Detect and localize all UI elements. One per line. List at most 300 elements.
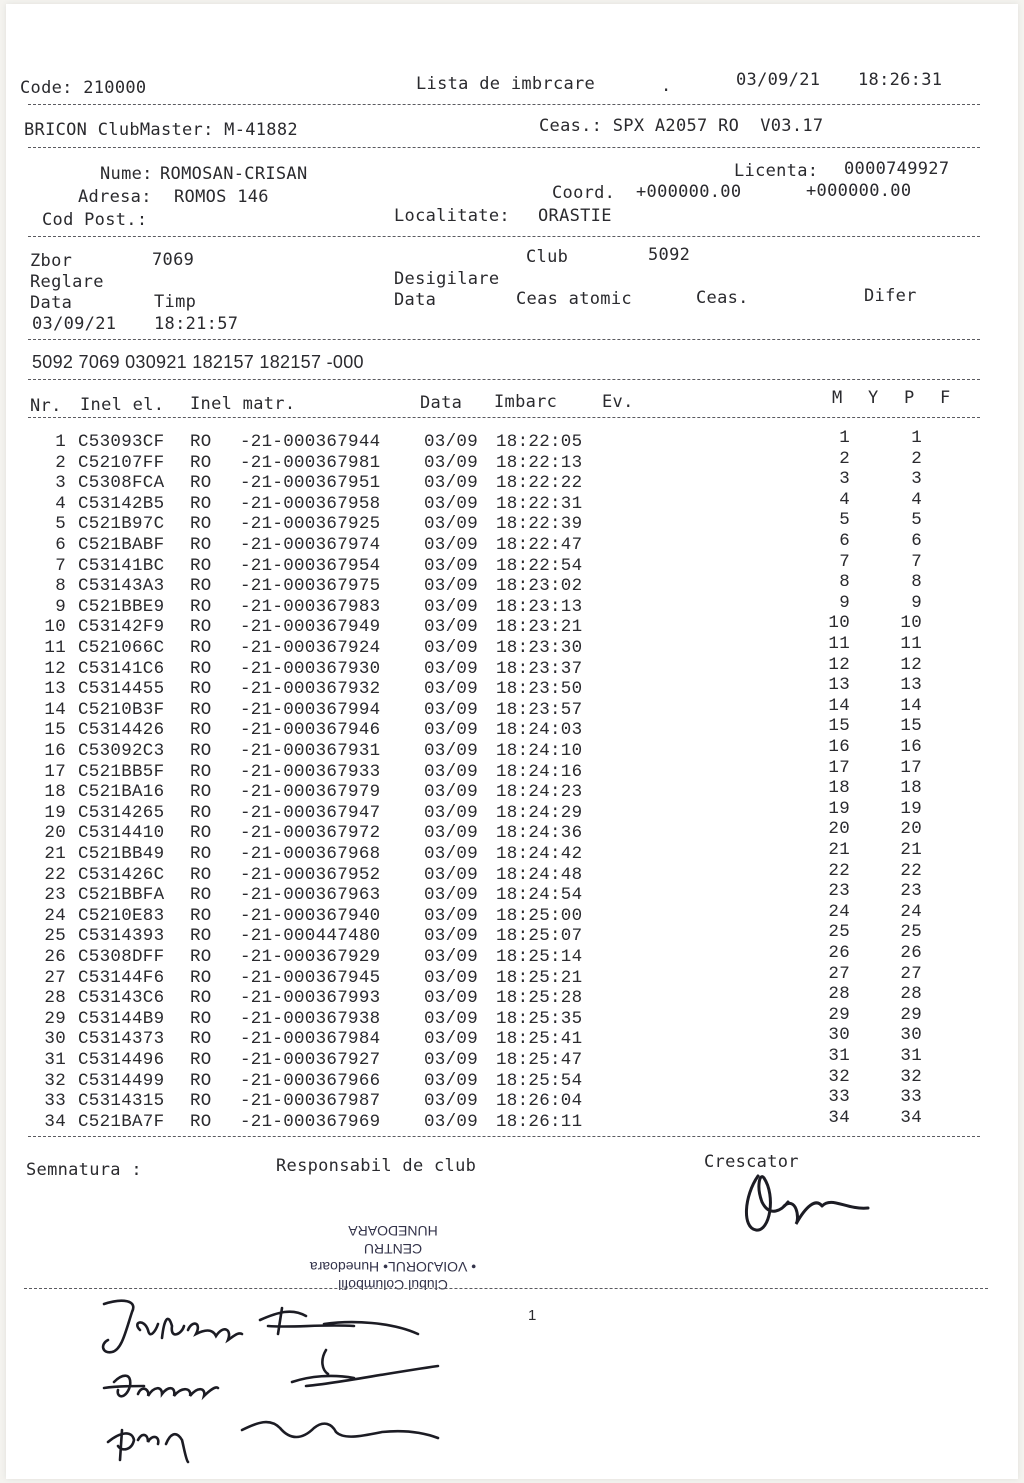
- basket-date: 03/09: [424, 1111, 479, 1132]
- basket-date: 03/09: [424, 720, 479, 741]
- club-responsible-label: Responsabil de club: [276, 1156, 477, 1176]
- basket-time: 18:22:54: [496, 555, 583, 576]
- electronic-ring: C521066C: [78, 638, 165, 658]
- club-label: Club: [526, 247, 569, 267]
- col-m-value: 30: [828, 1025, 850, 1046]
- col-m-value: 10: [828, 613, 850, 634]
- basket-time: 18:24:16: [496, 761, 583, 782]
- electronic-ring: C5314426: [78, 720, 165, 741]
- locality: ORASTIE: [538, 206, 612, 226]
- basket-time: 18:23:21: [496, 617, 583, 638]
- country-code: RO: [190, 823, 212, 844]
- basket-time: 18:23:13: [496, 596, 583, 617]
- row-number: 33: [44, 1091, 66, 1112]
- col-m-value: 28: [828, 984, 850, 1005]
- reglare-time: 18:21:57: [154, 314, 239, 334]
- breeder-label: Crescator: [704, 1152, 799, 1172]
- row-number: 3: [55, 473, 66, 494]
- col-p: P: [904, 388, 915, 408]
- row-number: 32: [44, 1070, 66, 1091]
- basket-date: 03/09: [424, 535, 479, 555]
- basket-date: 03/09: [424, 679, 479, 700]
- divider: [24, 1288, 988, 1289]
- country-code: RO: [190, 1070, 212, 1091]
- col-p-value: 25: [900, 922, 922, 943]
- col-p-value: 10: [900, 613, 922, 634]
- col-p-value: 18: [900, 778, 922, 799]
- row-number: 14: [44, 699, 66, 720]
- electronic-ring: C521BB49: [78, 844, 165, 864]
- country-code: RO: [190, 1111, 212, 1132]
- country-code: RO: [190, 432, 212, 452]
- row-number: 20: [44, 823, 66, 844]
- ring-number: -21-000367933: [240, 761, 381, 782]
- row-number: 17: [44, 761, 66, 782]
- basket-date: 03/09: [424, 947, 479, 967]
- basket-date: 03/09: [424, 699, 479, 720]
- row-number: 25: [44, 926, 66, 947]
- country-code: RO: [190, 576, 212, 597]
- ring-number: -21-000367983: [240, 596, 381, 617]
- coord-label: Coord.: [552, 183, 616, 203]
- electronic-ring: C5314499: [78, 1070, 165, 1091]
- electronic-ring: C5314410: [78, 823, 165, 844]
- country-code: RO: [190, 535, 212, 555]
- col-m: M: [832, 388, 843, 408]
- basket-time: 18:22:22: [496, 473, 583, 494]
- ring-number: -21-000367968: [240, 844, 381, 864]
- electronic-ring: C52107FF: [78, 452, 165, 473]
- ring-number: -21-000367963: [240, 885, 381, 906]
- stamp-line: HUNEDOARA: [348, 1223, 438, 1239]
- ring-number: -21-000367958: [240, 493, 381, 514]
- col-p-value: 14: [900, 695, 922, 716]
- basket-date: 03/09: [424, 1091, 479, 1112]
- electronic-ring: C5314265: [78, 802, 165, 823]
- data-label: Data: [30, 293, 73, 313]
- country-code: RO: [190, 555, 212, 576]
- col-p-value: 21: [900, 840, 922, 860]
- col-p-value: 3: [911, 469, 922, 490]
- col-inel-el: Inel el.: [80, 395, 165, 415]
- col-p-value: 15: [900, 716, 922, 737]
- ring-number: -21-000367927: [240, 1050, 381, 1070]
- code-label: Code: 210000: [20, 78, 147, 98]
- divider: [28, 379, 980, 380]
- print-time: 18:26:31: [858, 70, 943, 90]
- desigilare-label: Desigilare: [394, 269, 500, 289]
- country-code: RO: [190, 802, 212, 823]
- ring-number: -21-000367945: [240, 967, 381, 988]
- row-number: 15: [44, 720, 66, 741]
- row-number: 2: [55, 452, 66, 473]
- basket-date: 03/09: [424, 1008, 479, 1029]
- col-y: Y: [868, 388, 879, 408]
- col-m-value: 34: [828, 1107, 850, 1128]
- col-m-value: 11: [828, 634, 850, 654]
- basket-date: 03/09: [424, 432, 479, 452]
- basket-time: 18:25:47: [496, 1050, 583, 1070]
- reglare-label: Reglare: [30, 272, 104, 292]
- basket-time: 18:25:28: [496, 988, 583, 1009]
- basket-date: 03/09: [424, 617, 479, 638]
- country-code: RO: [190, 1008, 212, 1029]
- country-code: RO: [190, 1029, 212, 1050]
- country-code: RO: [190, 844, 212, 864]
- electronic-ring: C521BA16: [78, 782, 165, 803]
- country-code: RO: [190, 741, 212, 761]
- col-m-value: 22: [828, 860, 850, 881]
- col-p-value: 13: [900, 675, 922, 696]
- difer-label: Difer: [864, 286, 917, 306]
- row-number: 30: [44, 1029, 66, 1050]
- country-code: RO: [190, 493, 212, 514]
- divider: [28, 104, 980, 105]
- electronic-ring: C5314315: [78, 1091, 165, 1112]
- ring-number: -21-000367938: [240, 1008, 381, 1029]
- basket-time: 18:24:54: [496, 885, 583, 906]
- col-p-value: 4: [911, 489, 922, 510]
- row-number: 4: [55, 493, 66, 514]
- country-code: RO: [190, 988, 212, 1009]
- basket-time: 18:22:05: [496, 432, 583, 452]
- electronic-ring: C53142B5: [78, 493, 165, 514]
- row-number: 31: [44, 1050, 66, 1070]
- col-m-value: 19: [828, 798, 850, 819]
- country-code: RO: [190, 514, 212, 535]
- divider: [28, 417, 980, 418]
- electronic-ring: C5210E83: [78, 905, 165, 926]
- basket-time: 18:22:39: [496, 514, 583, 535]
- ring-number: -21-000367981: [240, 452, 381, 473]
- basket-time: 18:22:47: [496, 535, 583, 555]
- basket-date: 03/09: [424, 555, 479, 576]
- basket-date: 03/09: [424, 1070, 479, 1091]
- ring-number: -21-000367944: [240, 432, 381, 452]
- electronic-ring: C521BA7F: [78, 1111, 165, 1132]
- basket-time: 18:25:14: [496, 947, 583, 967]
- electronic-ring: C521BBE9: [78, 596, 165, 617]
- license-number: 0000749927: [844, 159, 950, 179]
- ring-number: -21-000367972: [240, 823, 381, 844]
- col-m-value: 13: [828, 675, 850, 696]
- col-f: F: [940, 388, 951, 408]
- col-m-value: 17: [828, 757, 850, 778]
- page-number: 1: [528, 1307, 537, 1324]
- row-number: 1: [55, 432, 66, 452]
- col-m-value: 18: [828, 778, 850, 799]
- row-number: 24: [44, 905, 66, 926]
- col-p-value: 30: [900, 1025, 922, 1046]
- ring-number: -21-000367929: [240, 947, 381, 967]
- basket-time: 18:25:21: [496, 967, 583, 988]
- basket-date: 03/09: [424, 452, 479, 473]
- electronic-ring: C53092C3: [78, 741, 165, 761]
- electronic-ring: C53093CF: [78, 432, 165, 452]
- col-m-value: 32: [828, 1066, 850, 1087]
- electronic-ring: C5314455: [78, 679, 165, 700]
- basket-date: 03/09: [424, 864, 479, 885]
- receipt-page: [6, 4, 1018, 1479]
- club-value: 5092: [648, 245, 691, 265]
- country-code: RO: [190, 1091, 212, 1112]
- ring-number: -21-000367993: [240, 988, 381, 1009]
- handwritten-signatures: [92, 1290, 452, 1480]
- basket-time: 18:24:10: [496, 741, 583, 761]
- col-p-value: 17: [900, 757, 922, 778]
- locality-label: Localitate:: [394, 206, 510, 226]
- ring-number: -21-000367975: [240, 576, 381, 597]
- ring-number: -21-000367966: [240, 1070, 381, 1091]
- col-m-value: 4: [839, 489, 850, 510]
- coord-2: +000000.00: [806, 181, 912, 201]
- basket-time: 18:24:42: [496, 844, 583, 864]
- col-m-value: 33: [828, 1087, 850, 1108]
- country-code: RO: [190, 473, 212, 494]
- row-number: 22: [44, 864, 66, 885]
- col-m-value: 23: [828, 881, 850, 902]
- basket-date: 03/09: [424, 638, 479, 658]
- country-code: RO: [190, 658, 212, 679]
- row-number: 8: [55, 576, 66, 597]
- basket-time: 18:23:02: [496, 576, 583, 597]
- electronic-ring: C521BABF: [78, 535, 165, 555]
- country-code: RO: [190, 452, 212, 473]
- col-nr: Nr.: [30, 396, 62, 416]
- electronic-ring: C521BBFA: [78, 885, 165, 906]
- basket-date: 03/09: [424, 761, 479, 782]
- row-number: 7: [55, 555, 66, 576]
- row-number: 12: [44, 658, 66, 679]
- row-number: 23: [44, 885, 66, 906]
- country-code: RO: [190, 905, 212, 926]
- col-p-value: 6: [911, 531, 922, 551]
- country-code: RO: [190, 967, 212, 988]
- col-m-value: 21: [828, 840, 850, 860]
- col-p-value: 29: [900, 1004, 922, 1025]
- ceas-label: Ceas.: [696, 288, 749, 308]
- basket-date: 03/09: [424, 885, 479, 906]
- ring-number: -21-000367974: [240, 535, 381, 555]
- electronic-ring: C5308FCA: [78, 473, 165, 494]
- print-date: 03/09/21: [736, 70, 821, 90]
- col-m-value: 15: [828, 716, 850, 737]
- electronic-ring: C5210B3F: [78, 699, 165, 720]
- country-code: RO: [190, 947, 212, 967]
- col-p-value: 9: [911, 592, 922, 613]
- col-p-value: 19: [900, 798, 922, 819]
- basket-time: 18:24:29: [496, 802, 583, 823]
- name-label: Nume:: [100, 164, 153, 184]
- electronic-ring: C53144B9: [78, 1008, 165, 1029]
- col-m-value: 14: [828, 695, 850, 716]
- basket-time: 18:25:35: [496, 1008, 583, 1029]
- electronic-ring: C53141BC: [78, 555, 165, 576]
- col-p-value: 27: [900, 963, 922, 984]
- basket-date: 03/09: [424, 802, 479, 823]
- country-code: RO: [190, 720, 212, 741]
- basket-time: 18:24:48: [496, 864, 583, 885]
- col-data: Data: [420, 393, 463, 413]
- basket-time: 18:25:41: [496, 1029, 583, 1050]
- col-m-value: 3: [839, 469, 850, 490]
- coord-1: +000000.00: [636, 182, 742, 202]
- ring-number: -21-000367951: [240, 473, 381, 494]
- electronic-ring: C53142F9: [78, 617, 165, 638]
- license-label: Licenta:: [734, 161, 819, 181]
- zbor-value: 7069: [152, 250, 195, 270]
- col-m-value: 16: [828, 737, 850, 757]
- postal-label: Cod Post.:: [42, 210, 148, 230]
- row-number: 6: [55, 535, 66, 555]
- col-m-value: 26: [828, 943, 850, 963]
- col-p-value: 11: [900, 634, 922, 654]
- col-p-value: 32: [900, 1066, 922, 1087]
- electronic-ring: C5314373: [78, 1029, 165, 1050]
- ring-number: -21-000367952: [240, 864, 381, 885]
- basket-time: 18:26:04: [496, 1091, 583, 1112]
- row-number: 21: [44, 844, 66, 864]
- col-p-value: 1: [911, 428, 922, 448]
- ceas-atomic-label: Ceas atomic: [516, 289, 632, 309]
- basket-time: 18:25:07: [496, 926, 583, 947]
- col-m-value: 27: [828, 963, 850, 984]
- basket-date: 03/09: [424, 1029, 479, 1050]
- owner-name: ROMOSAN-CRISAN: [160, 164, 308, 184]
- basket-time: 18:24:03: [496, 720, 583, 741]
- electronic-ring: C53144F6: [78, 967, 165, 988]
- col-m-value: 6: [839, 531, 850, 551]
- col-m-value: 20: [828, 819, 850, 840]
- divider: [28, 339, 980, 340]
- basket-time: 18:22:31: [496, 493, 583, 514]
- country-code: RO: [190, 679, 212, 700]
- country-code: RO: [190, 699, 212, 720]
- ring-number: -21-000367954: [240, 555, 381, 576]
- divider: [28, 236, 980, 237]
- clock-id: Ceas.: SPX A2057 RO V03.17: [539, 116, 824, 136]
- basket-time: 18:25:00: [496, 905, 583, 926]
- row-number: 18: [44, 782, 66, 803]
- stamp-line: CENTRU: [363, 1241, 423, 1257]
- electronic-ring: C531426C: [78, 864, 165, 885]
- col-m-value: 12: [828, 654, 850, 675]
- ring-number: -21-000367994: [240, 699, 381, 720]
- col-p-value: 7: [911, 551, 922, 572]
- col-p-value: 31: [900, 1046, 922, 1066]
- basket-time: 18:23:50: [496, 679, 583, 700]
- basket-date: 03/09: [424, 926, 479, 947]
- col-m-value: 7: [839, 551, 850, 572]
- electronic-ring: C53143C6: [78, 988, 165, 1009]
- ring-number: -21-000367946: [240, 720, 381, 741]
- country-code: RO: [190, 864, 212, 885]
- electronic-ring: C521B97C: [78, 514, 165, 535]
- row-number: 27: [44, 967, 66, 988]
- basket-date: 03/09: [424, 967, 479, 988]
- col-m-value: 2: [839, 448, 850, 469]
- col-ev: Ev.: [602, 392, 634, 412]
- ring-number: -21-000367932: [240, 679, 381, 700]
- row-number: 26: [44, 947, 66, 967]
- electronic-ring: C53141C6: [78, 658, 165, 679]
- col-p-value: 23: [900, 881, 922, 902]
- ring-number: -21-000367930: [240, 658, 381, 679]
- col-m-value: 31: [828, 1046, 850, 1066]
- country-code: RO: [190, 617, 212, 638]
- basket-date: 03/09: [424, 905, 479, 926]
- col-p-value: 2: [911, 448, 922, 469]
- title-dot: .: [661, 76, 672, 96]
- col-m-value: 29: [828, 1004, 850, 1025]
- basket-date: 03/09: [424, 1050, 479, 1070]
- row-number: 9: [55, 596, 66, 617]
- col-m-value: 1: [839, 428, 850, 448]
- electronic-ring: C5314496: [78, 1050, 165, 1070]
- flight-summary: 5092 7069 030921 182157 182157 -000: [32, 352, 364, 372]
- breeder-signature: [736, 1166, 876, 1236]
- ring-number: -21-000367925: [240, 514, 381, 535]
- country-code: RO: [190, 926, 212, 947]
- divider: [28, 147, 980, 148]
- signature-label: Semnatura :: [26, 1160, 142, 1180]
- ring-number: -21-000367987: [240, 1091, 381, 1112]
- reglare-date: 03/09/21: [32, 314, 117, 334]
- basket-time: 18:23:57: [496, 699, 583, 720]
- ring-number: -21-000367969: [240, 1111, 381, 1132]
- basket-date: 03/09: [424, 658, 479, 679]
- basket-date: 03/09: [424, 988, 479, 1009]
- country-code: RO: [190, 596, 212, 617]
- club-stamp: [268, 1204, 518, 1294]
- col-p-value: 28: [900, 984, 922, 1005]
- basket-date: 03/09: [424, 823, 479, 844]
- col-p-value: 24: [900, 901, 922, 922]
- row-number: 13: [44, 679, 66, 700]
- basket-time: 18:26:11: [496, 1111, 583, 1132]
- basket-date: 03/09: [424, 844, 479, 864]
- electronic-ring: C521BB5F: [78, 761, 165, 782]
- basket-date: 03/09: [424, 741, 479, 761]
- zbor-label: Zbor: [30, 251, 73, 271]
- electronic-ring: C53143A3: [78, 576, 165, 597]
- col-m-value: 24: [828, 901, 850, 922]
- col-p-value: 12: [900, 654, 922, 675]
- row-number: 10: [44, 617, 66, 638]
- basket-date: 03/09: [424, 473, 479, 494]
- electronic-ring: C5308DFF: [78, 947, 165, 967]
- col-m-value: 5: [839, 510, 850, 531]
- col-inel-matr: Inel matr.: [190, 394, 296, 414]
- document-title: Lista de imbrcare: [416, 74, 596, 94]
- col-p-value: 16: [900, 737, 922, 757]
- row-number: 16: [44, 741, 66, 761]
- data2-label: Data: [394, 290, 437, 310]
- row-number: 5: [55, 514, 66, 535]
- electronic-ring: C5314393: [78, 926, 165, 947]
- ring-number: -21-000447480: [240, 926, 381, 947]
- ring-number: -21-000367924: [240, 638, 381, 658]
- timp-label: Timp: [154, 292, 197, 312]
- country-code: RO: [190, 638, 212, 658]
- col-p-value: 26: [900, 943, 922, 963]
- country-code: RO: [190, 782, 212, 803]
- basket-time: 18:23:37: [496, 658, 583, 679]
- ring-number: -21-000367949: [240, 617, 381, 638]
- address-label: Adresa:: [78, 187, 152, 207]
- clubmaster-id: BRICON ClubMaster: M-41882: [24, 120, 298, 140]
- col-p-value: 33: [900, 1087, 922, 1108]
